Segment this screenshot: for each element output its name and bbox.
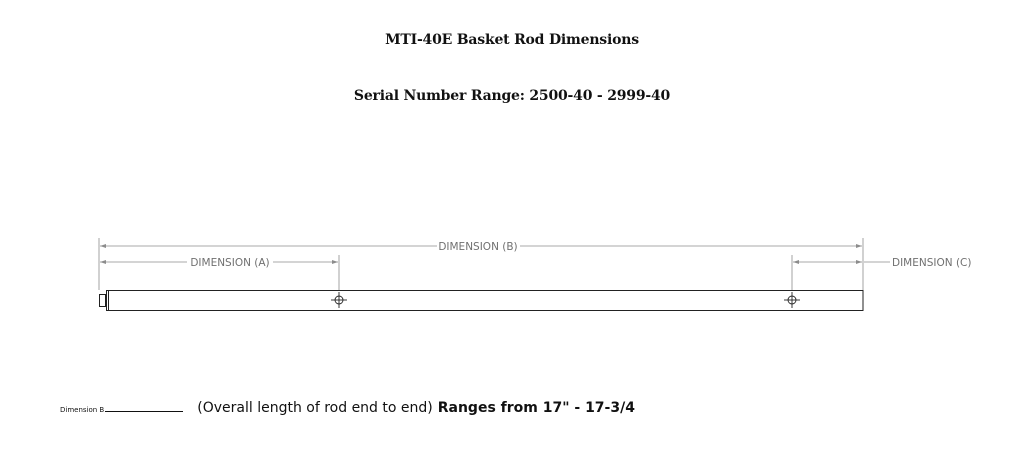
dimension-c-arrow-left	[793, 260, 799, 264]
dimension-b-arrow-right	[856, 244, 862, 248]
dimension-b-note	[60, 400, 635, 420]
dimension-b-arrow-left	[100, 244, 106, 248]
dimension-b-note-description: (Overall length of rod end to end)	[197, 400, 433, 416]
page-title: MTI-40E Basket Rod Dimensions	[385, 32, 639, 48]
dimension-a-arrow-left	[100, 260, 106, 264]
dimension-b-label: DIMENSION (B)	[438, 241, 518, 253]
dimension-b-note-range: Ranges from 17" - 17-3/4	[437, 400, 635, 416]
rod-end-cap	[100, 295, 106, 307]
rod-body	[107, 291, 864, 311]
dimension-a-label: DIMENSION (A)	[190, 257, 270, 269]
dimension-c-label: DIMENSION (C)	[892, 257, 972, 269]
dimension-b-blank-line	[105, 411, 183, 412]
dimension-c-arrow-right	[856, 260, 862, 264]
hole-c-marker	[784, 292, 800, 308]
hole-a-marker	[331, 292, 347, 308]
dimension-a-arrow-right	[332, 260, 338, 264]
dimension-b-note-label: Dimension B	[60, 406, 105, 414]
serial-number-range: Serial Number Range: 2500-40 - 2999-40	[353, 88, 671, 104]
